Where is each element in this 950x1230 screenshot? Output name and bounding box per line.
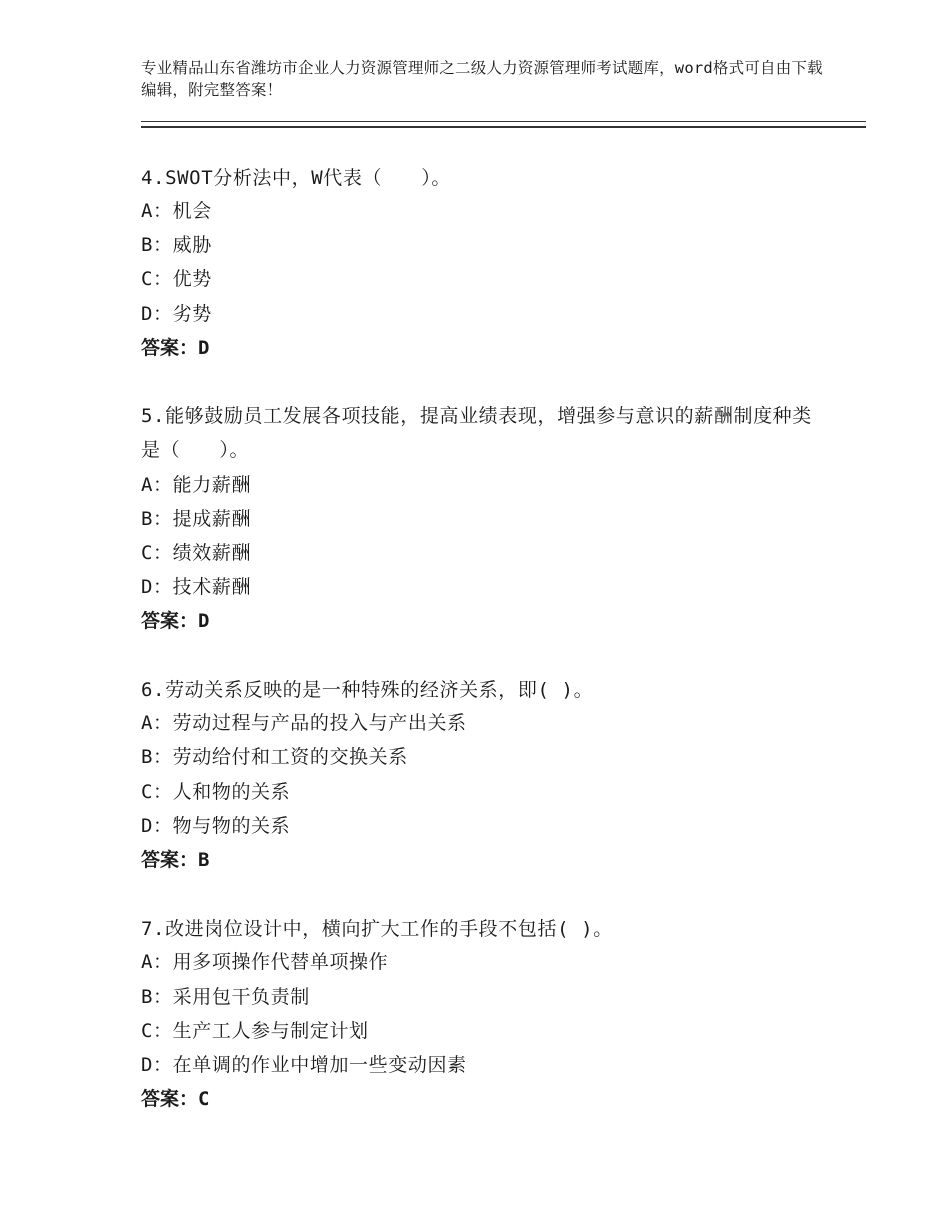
question-4-option-d: D：劣势 [141,303,212,325]
question-7-text: 7.改进岗位设计中，横向扩大工作的手段不包括( )。 [141,918,613,940]
question-7-option-b: B：采用包干负责制 [141,986,310,1008]
question-5-option-c: C：绩效薪酬 [141,542,252,564]
question-7-option-c: C：生产工人参与制定计划 [141,1020,369,1042]
question-4-answer: 答案：D [141,337,210,359]
question-6-text: 6.劳动关系反映的是一种特殊的经济关系，即( )。 [141,679,594,701]
question-4-option-a: A：机会 [141,200,212,222]
question-6-option-a: A：劳动过程与产品的投入与产出关系 [141,712,467,734]
question-6-option-c: C：人和物的关系 [141,781,291,803]
question-5-text: 5.能够鼓励员工发展各项技能，提高业绩表现，增强参与意识的薪酬制度种类是（ ）。 [141,405,812,461]
question-5-answer: 答案：D [141,610,210,632]
question-6-answer: 答案：B [141,849,210,871]
question-6-option-d: D：物与物的关系 [141,815,291,837]
question-6-option-b: B：劳动给付和工资的交换关系 [141,746,408,768]
question-5-option-d: D：技术薪酬 [141,576,252,598]
question-5-option-b: B：提成薪酬 [141,508,252,530]
question-7-answer: 答案：C [141,1088,210,1110]
question-4-text: 4.SWOT分析法中，W代表（ ）。 [141,167,451,189]
question-4-option-c: C：优势 [141,268,212,290]
document-header: 专业精品山东省潍坊市企业人力资源管理师之二级人力资源管理师考试题库，word格式可自由下载编辑，附完整答案！ [141,59,823,99]
header-divider [141,121,866,128]
question-7-option-a: A：用多项操作代替单项操作 [141,951,389,973]
question-4-option-b: B：威胁 [141,234,212,256]
question-7-option-d: D：在单调的作业中增加一些变动因素 [141,1054,467,1076]
question-5-option-a: A：能力薪酬 [141,474,252,496]
